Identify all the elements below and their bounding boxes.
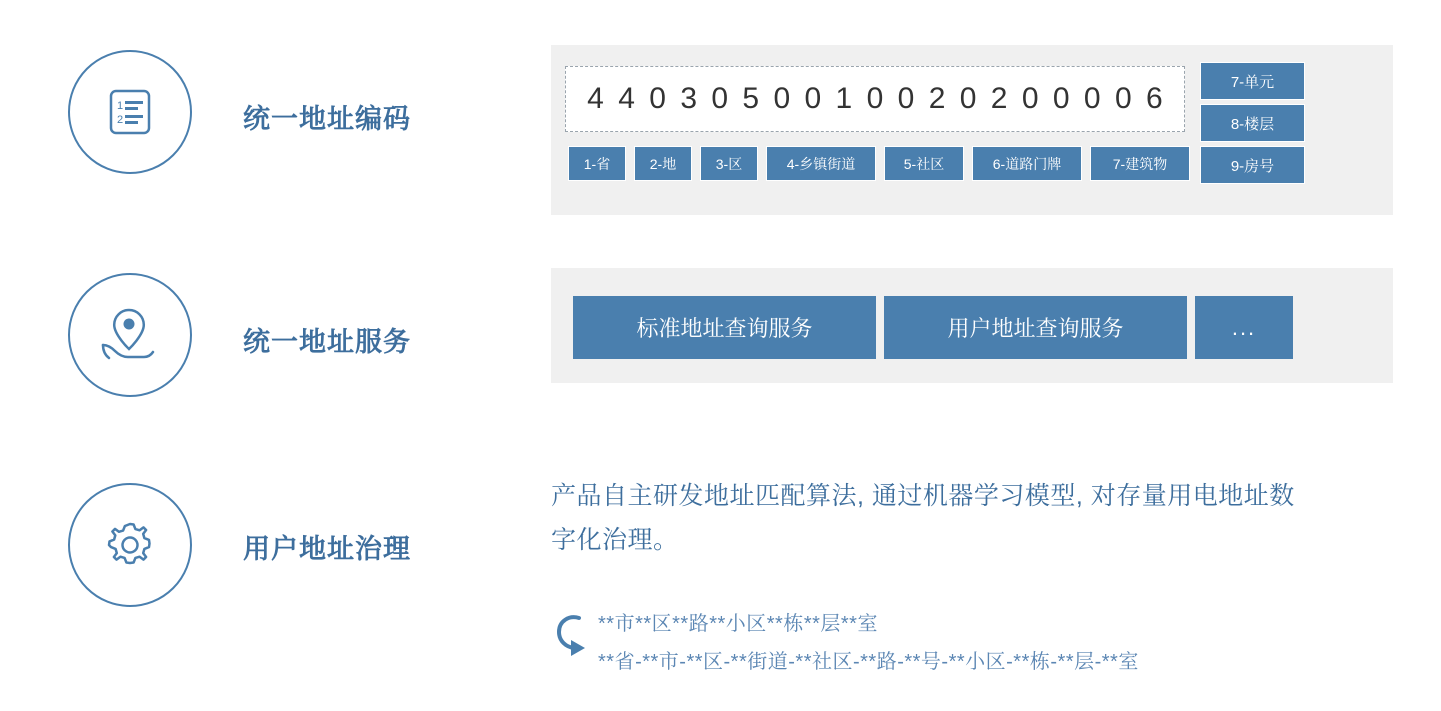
icon-circle-address-governance: [68, 483, 192, 607]
code-digit: 0: [773, 82, 791, 115]
code-digit: 0: [897, 82, 915, 115]
segment-chip-community[interactable]: 5-社区: [884, 146, 964, 181]
governance-paragraph: 产品自主研发地址匹配算法, 通过机器学习模型, 对存量用电地址数字化治理。: [551, 482, 1295, 554]
code-digit: 0: [1052, 82, 1070, 115]
row-label-address-service: 统一地址服务: [243, 327, 411, 357]
code-digit: 3: [680, 82, 697, 115]
segment-chip-province[interactable]: 1-省: [568, 146, 626, 181]
code-digit: 2: [928, 82, 946, 115]
segment-chip-building[interactable]: 7-建筑物: [1090, 146, 1190, 181]
service-more[interactable]: ...: [1195, 296, 1293, 359]
code-digit: 4: [587, 82, 604, 115]
segment-chip-road-house-number[interactable]: 6-道路门牌: [972, 146, 1082, 181]
code-digit: 0: [1114, 82, 1132, 115]
code-digit: 0: [1083, 82, 1101, 115]
code-digit: 0: [804, 82, 822, 115]
code-digit: 0: [649, 82, 666, 115]
gear-icon: [101, 516, 159, 574]
row-label-address-governance: 用户地址治理: [243, 534, 411, 564]
code-digit: 1: [835, 82, 853, 115]
code-digit: 0: [1021, 82, 1039, 115]
side-chip-unit[interactable]: 7-单元: [1200, 62, 1305, 100]
row-label-address-coding: 统一地址编码: [243, 104, 411, 134]
code-digit: 4: [618, 82, 635, 115]
side-chip-floor[interactable]: 8-楼层: [1200, 104, 1305, 142]
address-after: **省-**市-**区-**街道-**社区-**路-**号-**小区-**栋-**层-**室: [598, 651, 1139, 673]
code-digit: 0: [866, 82, 884, 115]
code-digit: 2: [990, 82, 1008, 115]
code-digit: 0: [959, 82, 977, 115]
address-before: **市**区**路**小区**栋**层**室: [598, 613, 878, 635]
code-digit: 6: [1146, 82, 1163, 115]
icon-circle-address-service: [68, 273, 192, 397]
segment-chip-prefecture[interactable]: 2-地: [634, 146, 692, 181]
icon-circle-address-coding: [68, 50, 192, 174]
svg-text:2: 2: [117, 114, 124, 126]
curved-arrow-icon: [551, 610, 593, 663]
location-in-hand-icon: [97, 304, 163, 366]
list-card-icon: [100, 82, 160, 142]
service-user-address-query[interactable]: 用户地址查询服务: [884, 296, 1187, 359]
code-digit: 0: [711, 82, 729, 115]
segment-chip-district[interactable]: 3-区: [700, 146, 758, 181]
service-standard-address-query[interactable]: 标准地址查询服务: [573, 296, 876, 359]
address-code-box: [565, 66, 1185, 132]
side-chip-room[interactable]: 9-房号: [1200, 146, 1305, 184]
segment-chip-township-street[interactable]: 4-乡镇街道: [766, 146, 876, 181]
code-digit: 5: [742, 82, 760, 115]
svg-text:1: 1: [117, 100, 124, 112]
